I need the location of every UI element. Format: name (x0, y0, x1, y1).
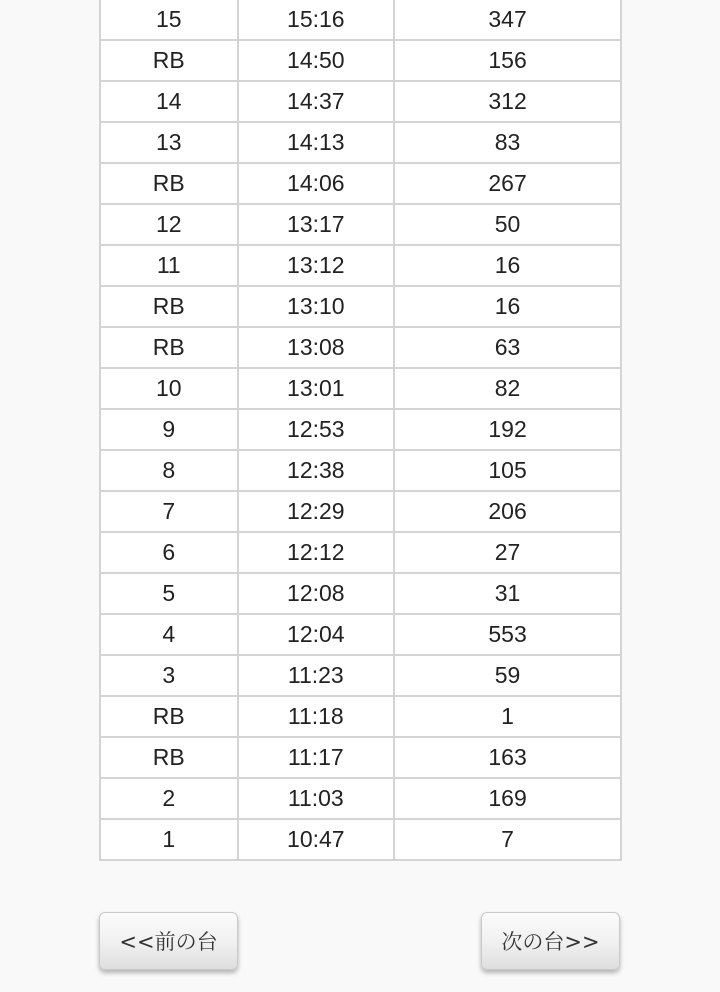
bonus-number-cell: RB (100, 327, 238, 368)
bonus-time-cell: 10:47 (238, 819, 395, 860)
table-row (100, 696, 621, 737)
table-row (100, 655, 621, 696)
table-row (100, 614, 621, 655)
spin-count-cell: 59 (394, 655, 621, 696)
table-row (100, 40, 621, 81)
bonus-number-cell: 9 (100, 409, 238, 450)
table-row (100, 409, 621, 450)
bonus-time-cell: 13:17 (238, 204, 395, 245)
spin-count-cell: 63 (394, 327, 621, 368)
spin-count-cell: 105 (394, 450, 621, 491)
next-machine-button[interactable]: 次の台>> (481, 912, 620, 970)
bonus-time-cell: 11:18 (238, 696, 395, 737)
bonus-number-cell: 10 (100, 368, 238, 409)
table-row (100, 573, 621, 614)
bonus-number-cell: 11 (100, 245, 238, 286)
spin-count-cell: 16 (394, 245, 621, 286)
bonus-number-cell: RB (100, 286, 238, 327)
bonus-number-cell: 12 (100, 204, 238, 245)
bonus-time-cell: 11:03 (238, 778, 395, 819)
bonus-number-cell: 6 (100, 532, 238, 573)
table-row (100, 737, 621, 778)
bonus-number-cell: 4 (100, 614, 238, 655)
spin-count-cell: 267 (394, 163, 621, 204)
table-row (100, 163, 621, 204)
bonus-number-cell: 8 (100, 450, 238, 491)
spin-count-cell: 50 (394, 204, 621, 245)
bonus-time-cell: 15:16 (238, 0, 395, 40)
bonus-time-cell: 12:08 (238, 573, 395, 614)
table-row (100, 778, 621, 819)
table-row (100, 0, 621, 40)
table-row (100, 286, 621, 327)
spin-count-cell: 27 (394, 532, 621, 573)
bonus-number-cell: 15 (100, 0, 238, 40)
bonus-time-cell: 14:06 (238, 163, 395, 204)
bonus-time-cell: 12:53 (238, 409, 395, 450)
spin-count-cell: 553 (394, 614, 621, 655)
bonus-number-cell: 1 (100, 819, 238, 860)
bonus-time-cell: 11:17 (238, 737, 395, 778)
bonus-number-cell: 3 (100, 655, 238, 696)
bonus-time-cell: 14:50 (238, 40, 395, 81)
bonus-number-cell: RB (100, 737, 238, 778)
spin-count-cell: 163 (394, 737, 621, 778)
spin-count-cell: 1 (394, 696, 621, 737)
spin-count-cell: 31 (394, 573, 621, 614)
bonus-number-cell: 2 (100, 778, 238, 819)
spin-count-cell: 7 (394, 819, 621, 860)
table-row (100, 122, 621, 163)
spin-count-cell: 83 (394, 122, 621, 163)
bonus-time-cell: 12:12 (238, 532, 395, 573)
table-row (100, 368, 621, 409)
spin-count-cell: 192 (394, 409, 621, 450)
table-body (100, 0, 621, 860)
table-row (100, 532, 621, 573)
table-row (100, 450, 621, 491)
table-row (100, 491, 621, 532)
bonus-number-cell: 5 (100, 573, 238, 614)
previous-machine-button[interactable]: <<前の台 (99, 912, 238, 970)
bonus-time-cell: 13:08 (238, 327, 395, 368)
bonus-time-cell: 13:01 (238, 368, 395, 409)
bonus-number-cell: 13 (100, 122, 238, 163)
bonus-number-cell: RB (100, 163, 238, 204)
spin-count-cell: 169 (394, 778, 621, 819)
spin-count-cell: 347 (394, 0, 621, 40)
bonus-time-cell: 12:38 (238, 450, 395, 491)
spin-count-cell: 82 (394, 368, 621, 409)
bonus-time-cell: 14:37 (238, 81, 395, 122)
table-row (100, 204, 621, 245)
table-row (100, 245, 621, 286)
table-row (100, 819, 621, 860)
bonus-history-table (99, 0, 622, 861)
bonus-time-cell: 14:13 (238, 122, 395, 163)
bonus-time-cell: 12:04 (238, 614, 395, 655)
spin-count-cell: 156 (394, 40, 621, 81)
bonus-time-cell: 13:12 (238, 245, 395, 286)
spin-count-cell: 206 (394, 491, 621, 532)
bonus-number-cell: RB (100, 40, 238, 81)
spin-count-cell: 16 (394, 286, 621, 327)
bonus-time-cell: 13:10 (238, 286, 395, 327)
spin-count-cell: 312 (394, 81, 621, 122)
table-row (100, 81, 621, 122)
bonus-time-cell: 12:29 (238, 491, 395, 532)
table-row (100, 327, 621, 368)
bonus-time-cell: 11:23 (238, 655, 395, 696)
bonus-number-cell: 7 (100, 491, 238, 532)
bonus-number-cell: 14 (100, 81, 238, 122)
bonus-number-cell: RB (100, 696, 238, 737)
